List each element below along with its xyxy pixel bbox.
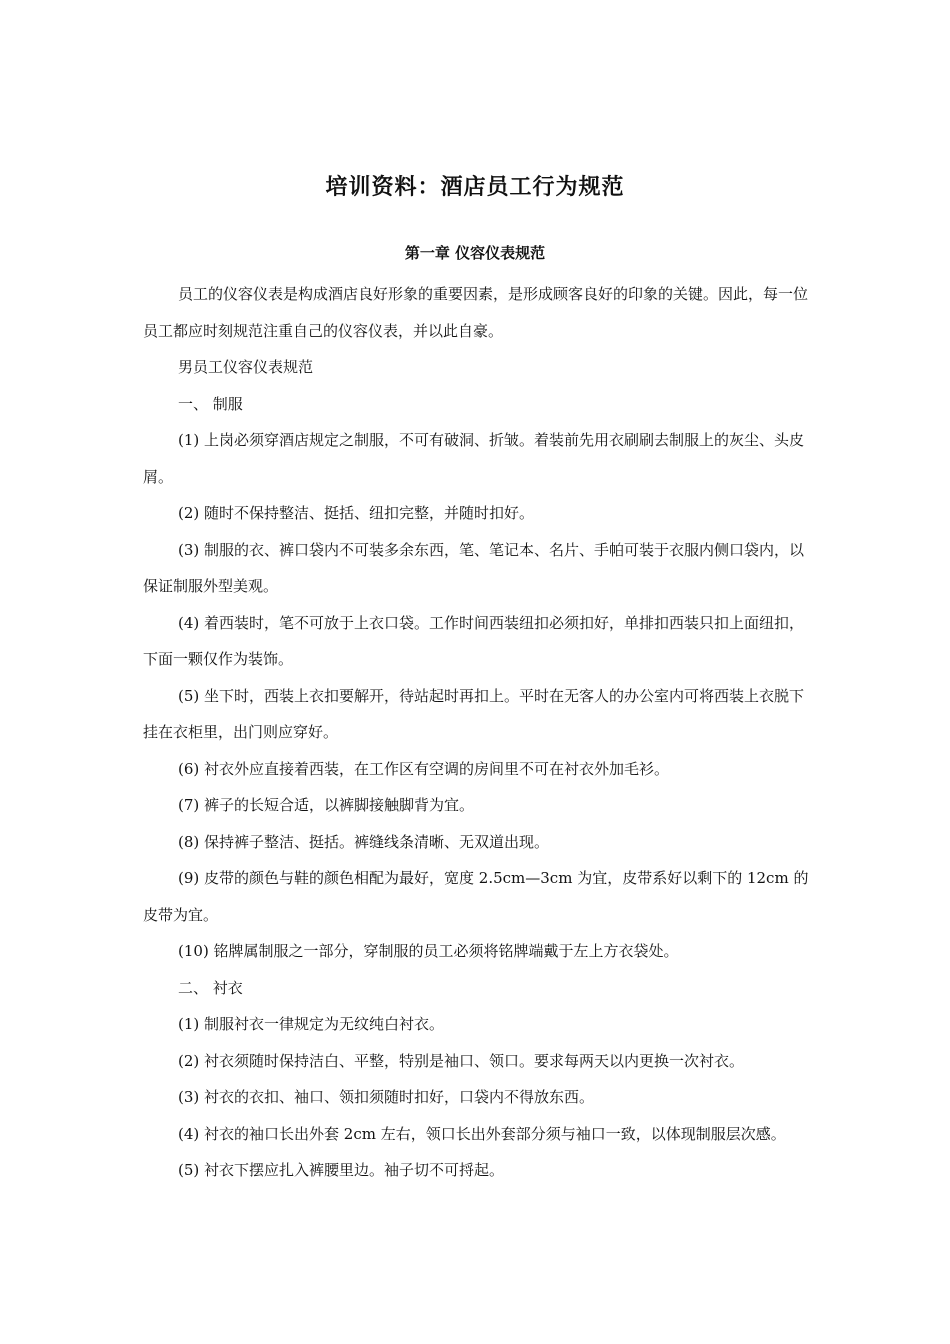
list-item: (6) 衬衣外应直接着西装，在工作区有空调的房间里不可在衬衣外加毛衫。 (178, 759, 670, 778)
list-item: (8) 保持裤子整洁、挺括。裤缝线条清晰、无双道出现。 (178, 832, 550, 851)
list-item: (3) 制服的衣、裤口袋内不可装多余东西，笔、笔记本、名片、手帕可装于衣服内侧口袋内，以保证制服外型美观。 (143, 540, 805, 595)
list-item: (4) 着西装时，笔不可放于上衣口袋。工作时间西装纽扣必须扣好，单排扣西装只扣上面纽扣，下面一颗仅作为装饰。 (143, 613, 805, 668)
section-heading-uniform: 一、 制服 (178, 394, 243, 413)
list-item: (3) 衬衣的衣扣、袖口、领扣须随时扣好，口袋内不得放东西。 (178, 1088, 595, 1106)
list-item: (10) 铭牌属制服之一部分，穿制服的员工必须将铭牌端戴于左上方衣袋处。 (178, 942, 679, 960)
document-title: 培训资料：酒店员工行为规范 (325, 175, 625, 200)
list-item: (9) 皮带的颜色与鞋的颜色相配为最好，宽度 2.5cm—3cm 为宜，皮带系好以剩下的 12cm 的皮带为宜。 (143, 869, 809, 924)
list-item: (5) 坐下时，西装上衣扣要解开，待站起时再扣上。平时在无客人的办公室内可将西装上衣脱下挂在衣柜里，出门则应穿好。 (143, 686, 805, 741)
chapter-heading: 第一章 仪容仪表规范 (404, 244, 546, 262)
section-heading-shirt: 二、 衬衣 (178, 978, 243, 997)
list-item: (4) 衬衣的袖口长出外套 2cm 左右，领口长出外套部分须与袖口一致，以体现制服层次感。 (178, 1124, 786, 1143)
list-item: (1) 制服衬衣一律规定为无纹纯白衬衣。 (178, 1015, 445, 1033)
male-section-heading: 男员工仪容仪表规范 (178, 358, 314, 376)
list-item: (7) 裤子的长短合适，以裤脚接触脚背为宜。 (178, 796, 475, 814)
list-item: (5) 衬衣下摆应扎入裤腰里边。袖子切不可捋起。 (178, 1161, 505, 1179)
document-body (143, 276, 811, 1189)
list-item: (2) 衬衣须随时保持洁白、平整，特别是袖口、领口。要求每两天以内更换一次衬衣。 (178, 1051, 745, 1070)
intro-paragraph: 员工的仪容仪表是构成酒店良好形象的重要因素，是形成顾客良好的印象的关键。因此，每一位员工都应时刻规范注重自己的仪容仪表，并以此自豪。 (143, 285, 809, 340)
list-item: (1) 上岗必须穿酒店规定之制服，不可有破洞、折皱。着装前先用衣刷刷去制服上的灰尘、头皮屑。 (143, 431, 805, 486)
list-item: (2) 随时不保持整洁、挺括、纽扣完整，并随时扣好。 (178, 504, 535, 522)
